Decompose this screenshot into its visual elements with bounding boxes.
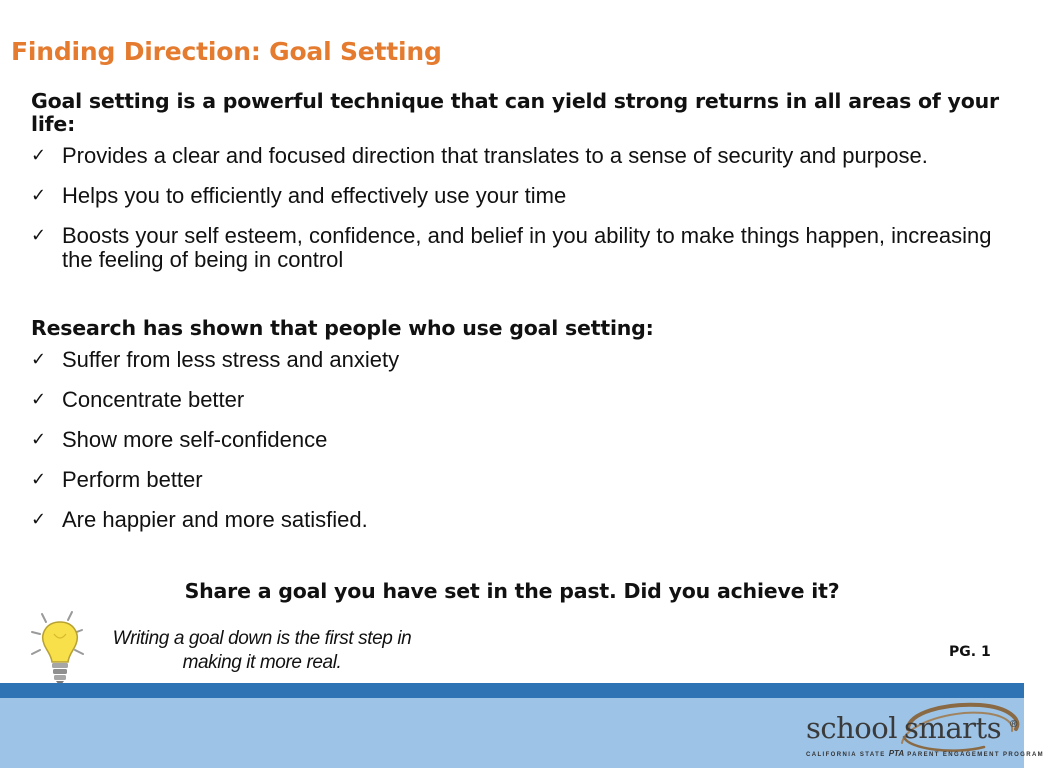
logo-word-school: school (806, 711, 897, 745)
logo-word-smarts: smarts (904, 711, 1002, 745)
list-item (31, 348, 1016, 372)
checkmark-icon: ✓ (31, 509, 47, 530)
checkmark-icon: ✓ (31, 389, 47, 410)
goal-tip (92, 627, 432, 675)
checkmark-icon: ✓ (31, 185, 47, 206)
research-section (31, 317, 1016, 548)
checkmark-icon: ✓ (31, 225, 47, 246)
list-item (31, 184, 1016, 208)
benefits-list (31, 144, 1016, 272)
school-smarts-logo (804, 703, 1044, 765)
footer-band-dark (0, 683, 1024, 698)
list-item (31, 508, 1016, 532)
lightbulb-icon (28, 610, 92, 686)
checkmark-icon: ✓ (31, 429, 47, 450)
list-item-text: Suffer from less stress and anxiety (62, 347, 400, 372)
list-item (31, 388, 1016, 412)
tagline-state: CALIFORNIA STATE (806, 752, 886, 758)
goal-tip-line: Writing a goal down is the first step in (112, 628, 412, 649)
list-item (31, 428, 1016, 452)
list-item (31, 468, 1016, 492)
list-item-text: Provides a clear and focused direction that translates to a sense of security and purpose. (62, 143, 928, 168)
benefits-section (31, 90, 1016, 288)
tagline-program: PARENT ENGAGEMENT PROGRAM (907, 752, 1044, 758)
registered-mark: ® (1010, 719, 1018, 730)
list-item-text: Are happier and more satisfied. (62, 507, 368, 532)
research-heading: Research has shown that people who use goal setting: (31, 316, 654, 340)
logo-tagline (806, 749, 1044, 758)
research-list (31, 348, 1016, 532)
list-item-text: Perform better (62, 467, 203, 492)
goal-tip-line: making it more real. (182, 652, 342, 673)
list-item-text: Show more self-confidence (62, 427, 328, 452)
slide-title: Finding Direction: Goal Setting (11, 37, 442, 66)
discussion-prompt: Share a goal you have set in the past. Did you achieve it? (184, 579, 840, 603)
benefits-heading: Goal setting is a powerful technique that can yield strong returns in all areas of your life: (31, 89, 999, 136)
checkmark-icon: ✓ (31, 349, 47, 370)
page-number: PG. 1 (949, 644, 991, 660)
list-item-text: Boosts your self esteem, confidence, and belief in you ability to make things happen, increasing the feeling of being in control (62, 223, 992, 272)
list-item (31, 224, 1016, 272)
list-item (31, 144, 1016, 168)
tagline-pta: PTA (888, 749, 905, 758)
list-item-text: Helps you to efficiently and effectively use your time (62, 183, 567, 208)
checkmark-icon: ✓ (31, 469, 47, 490)
list-item-text: Concentrate better (62, 387, 245, 412)
checkmark-icon: ✓ (31, 145, 47, 166)
